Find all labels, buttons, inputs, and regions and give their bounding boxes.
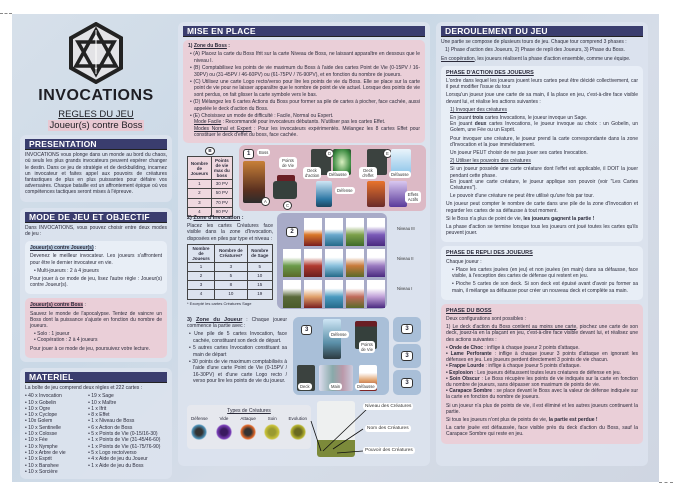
- deroulement-phases: 1) Phase d'action des Joueurs, 2) Phase de repli des Joueurs, 3) Phase du Boss.: [445, 47, 625, 54]
- brand-title: INVOCATIONS: [38, 87, 154, 104]
- creature-type-evolution: Evolution: [288, 416, 307, 442]
- table-row: 1 30 PV: [188, 180, 233, 189]
- table-row: 2 5 10: [188, 272, 273, 281]
- zone-invocation-row: [183, 215, 425, 315]
- boss-phase-title: PHASE DU BOSS: [446, 307, 492, 314]
- label-main: Main: [331, 384, 341, 390]
- creature-types-title: Types de Créatures: [227, 408, 271, 415]
- action-p3: Un joueur peut compter le nombre de carte dans une pile de la zone d'Invocation et regarder les cartes de sa défausse à tout moment.: [446, 201, 638, 214]
- materiel-list: [25, 393, 167, 475]
- materiel-col-1: [25, 393, 88, 475]
- creature-card: [304, 218, 322, 246]
- zone2-title: Zone d'Invocation: [193, 215, 241, 222]
- repli-b2: • Pioche 5 cartes de son deck. Si son deck est épuisé avant d'avoir pu former sa main, il mélange sa défausse pour créer un nouveau deck et complète sa main.: [452, 281, 638, 294]
- zone1-item-b: • (B) Comptabilisez les points de vie maximum du Boss à l'aide des cartes Point de Vie (0-15PV / 16-30PV) ou (31-45PV / 46-60PV) ou (61-75PV / 76-90PV), et en fonction du nombre de joueurs.: [190, 65, 420, 78]
- callout-name: Nom des Créatures: [367, 426, 409, 432]
- list-item: • 10 x Sentinelle: [25, 424, 61, 431]
- level-2-label: Niveau II: [397, 256, 414, 262]
- list-item: • 10 x Ogre: [25, 405, 51, 412]
- creature-type-heal: Soin: [264, 416, 280, 442]
- repli-phase-title: PHASE DE REPLI DES JOUEURS: [446, 250, 533, 257]
- icosahedron-logo-icon: [68, 22, 124, 84]
- zone1-item-d: • (D) Mélangez les 6 cartes Actions du Boss pour former sa pile de cartes à piocher, face cachée, aussi appelée le deck d'action du Boss.: [190, 99, 420, 112]
- game-mode-subtitle: Joueur(s) contre Boss: [49, 120, 143, 131]
- coop-label: En coopération: [441, 55, 475, 62]
- deroulement-intro: Une partie se compose de plusieurs tours de jeu. Chaque tour comprend 3 phases :: [441, 39, 627, 46]
- boss-p1: Si un joueur n'a plus de points de vie, il est éliminé et les autres joueurs continuent la partie.: [446, 402, 638, 415]
- heal-orb-icon: [264, 424, 280, 440]
- zone3-item: • Une pile de 5 cartes Invocation, face cachée, constituant son deck de départ.: [189, 331, 287, 344]
- table-row: 1 3 5: [188, 262, 273, 271]
- right-column: [436, 22, 648, 466]
- table-row: 2 50 PV: [188, 189, 233, 198]
- list-item: • 4 x Aide de jeu du Joueur: [88, 456, 148, 463]
- action-s1c: Pour invoquer une créature, le joueur prend la carte correspondante dans la zone d'Invocation et la joue immédiatement.: [450, 135, 638, 148]
- boss-intro: Deux configurations sont possibles :: [446, 315, 527, 322]
- list-item: • 10 x Fée: [25, 437, 48, 444]
- invocation-board: [277, 213, 387, 309]
- list-item: • 10 x Colosse: [25, 431, 58, 438]
- table-header: Nombre de Joueurs: [188, 244, 215, 262]
- badge-1: 1: [243, 149, 254, 159]
- level-1-label: Niveau I: [397, 286, 413, 292]
- label-defausse-1: Défausse: [329, 172, 347, 178]
- creature-type-list: [191, 416, 307, 442]
- badge-2: 2: [286, 227, 297, 237]
- boss-setup-row: [183, 147, 425, 214]
- win-condition: les joueurs gagnent la partie !: [523, 215, 595, 222]
- label-c: C: [283, 201, 292, 210]
- creature-card: [283, 280, 301, 308]
- pve-title: Joueur(s) contre Boss: [30, 302, 84, 309]
- boss-hp-table: [187, 156, 233, 217]
- callout-level: Niveau des Créatures: [365, 404, 412, 410]
- list-item: • 10 x Banshee: [25, 462, 59, 469]
- creature-card: [367, 218, 385, 246]
- list-item: • 10 x Sorcière: [25, 468, 58, 475]
- label-player-defausse: Défausse: [357, 384, 375, 390]
- action-carapace-sombre: • Carapace Sombre: [446, 388, 492, 395]
- brand-block: [20, 22, 172, 131]
- void-orb-icon: [216, 424, 232, 440]
- table-header: Nombre de Joueurs: [188, 157, 212, 180]
- zone3-text-block: [187, 317, 287, 386]
- label-deck-action: Deck d'action: [305, 168, 320, 179]
- repli-intro: Chaque joueur :: [446, 258, 482, 265]
- creature-card: [346, 218, 364, 246]
- list-item: • 1 x Niveau de Boss: [88, 418, 135, 425]
- zone2-text-block: 2) Zone d'Invocation : Placez les cartes Créatures face visible dans la zone d'Invocation, disposées en piles par type et niveau : Nombre de Joueurs Nombre de Créatures* Nombre de Sage 1 3 5 2 5 10 3 8 15 4 10 19 * Excepté les cartes Créatures Sage: [187, 215, 273, 306]
- expert-mode-label: Modes Normal et Expert: [194, 125, 252, 132]
- pvp-note: Pour jouer à ce mode de jeu, lisez l'autre règle : Joueur(s) contre Joueur(s).: [30, 276, 162, 289]
- zone2-number: 2): [187, 215, 192, 222]
- creature-card: [283, 249, 301, 277]
- zone3-item: • 30 points de vie maximum comptabilisés à l'aide d'une carte Point de Vie (0-15PV / 16-30PV) et d'une carte Logo recto / verso pour lire les points de vie du joueur.: [189, 359, 287, 384]
- table-row: 4 10 19: [188, 290, 273, 299]
- label-player-defense: Défense: [331, 332, 347, 338]
- pve-box: Joueur(s) contre Boss : Sauvez le monde de l'apocalypse. Tentez de vaincre un Boss dont la puissance s'ajuste en fonction du nombre de joueurs. • Solo : 1 joueur • Coopération : 2 à 4 joueurs Pour jouer à ce mode de jeu, poursuivez votre lecture.: [25, 298, 167, 357]
- zone3-title: Zone du Joueur: [195, 317, 243, 324]
- creature-card: [346, 249, 364, 277]
- label-boss: Boss: [259, 150, 269, 156]
- list-item: • 10 x Gobelin: [25, 399, 57, 406]
- presentation-text: INVOCATIONS vous plonge dans un monde au bord du chaos, où seuls les plus grands invocateurs peuvent espérer changer le destin. Dans ce jeu de stratégie et de deckbuilding, incarnez un invocateur et faites appel aux pouvoirs de créatures fantastiques de plus en plus puissantes pour défaire vos adversaires. Chaque bataille est un affrontement épique où vos compétences tactiques seront mises à l'épreuve.: [25, 152, 167, 196]
- boss-phase-box: PHASE DU BOSS Deux configurations sont possibles : 1) Le deck d'action du Boss contient au moins une carte, piochez une carte de son deck, jouez-la en la plaçant en jeu, c'est-à-dire face visible devant lui, et réalisez une des actions suivantes : • Onde de Choc : inflige à chaque joueur 2 points d'attaque. • Lame Perforante : inflige à chaque joueur 3 points d'attaque en ignorant les défenses en jeu. Les joueurs perdent directement 3 points de vie chacun. • Frappe Lourde : inflige à chaque joueur 5 points d'attaque. • Explosion : Les joueurs défaussent toutes leurs créatures de défense en jeu. • Soin Obscur : Le Boss récupère les points de vie indiqués sur la carte en fonction du nombre de joueurs, sans dépasser son maximum de points de vie. • Carapace Sombre : se place devant le Boss avec la valeur de défense indiquée sur la carte en fonction du nombre de joueurs. Si un joueur n'a plus de points de vie, il est éliminé et les autres joueurs continuent la partie. Si tous les joueurs n'ont plus de points de vie, la partie est perdue ! La carte jouée est défaussée, face visible près du deck d'action du Boss, sauf la Carapace Sombre qui reste en jeu.: [441, 304, 643, 444]
- zone1-item-e: • (E) Choisissez un mode de difficulté : Facile, Normal ou Expert.: [190, 113, 334, 120]
- list-item: • 8 x Effet: [88, 412, 110, 419]
- creature-types-row: [183, 401, 425, 461]
- level-3-label: Niveau III: [397, 226, 415, 232]
- other-player-slot: 3: [393, 344, 421, 369]
- creature-card: [304, 280, 322, 308]
- active-effect-1: [367, 181, 385, 207]
- rules-page: [12, 14, 659, 482]
- action-soin-obscur: • Soin Obscur: [446, 375, 480, 382]
- other-player-slot: 3: [393, 370, 421, 395]
- pve-note: Pour jouer à ce mode de jeu, poursuivez votre lecture.: [30, 345, 151, 352]
- action-phase-title: PHASE D'ACTION DES JOUEURS: [446, 69, 534, 76]
- pvp-box: Joueur(s) contre Joueur(s) : Devenez le meilleur invocateur. Les joueurs s'affrontent pour être le dernier invocateur en vie. • Multi-joueurs : 2 à 4 joueurs Pour jouer à ce mode de jeu, lisez l'autre règle : Joueur(s) contre Joueur(s).: [25, 241, 167, 294]
- table-header: Points de vie max du boss: [211, 157, 232, 180]
- left-column: [20, 14, 172, 479]
- list-item: • 10 x Nymphe: [25, 443, 58, 450]
- defense-card: [316, 181, 332, 207]
- label-deck: Deck: [300, 384, 310, 390]
- list-item: • 1 x Points de Vie (61-75/76-90): [88, 443, 161, 450]
- action-step-1: 1) Invoquer des créatures: [450, 106, 507, 113]
- mode-header: MODE DE JEU ET OBJECTIF: [25, 212, 167, 223]
- label-effets-actifs: Effets Actifs: [405, 191, 421, 203]
- attack-orb-icon: [240, 424, 256, 440]
- label-player-pv: Points de Vie: [359, 341, 375, 353]
- zone1-item-a: • (A) Placez la carte du Boss Ifrit sur la carte Niveau de Boss, ne laissant apparaître en dessous que le niveau I.: [190, 51, 420, 64]
- materiel-panel: [20, 368, 172, 479]
- creature-types-box: [187, 405, 311, 449]
- crop-mark-tl: [0, 13, 12, 14]
- zone1-number: 1): [188, 43, 193, 50]
- pve-text: Sauvez le monde de l'apocalypse. Tentez de vaincre un Boss dont la puissance s'ajuste en fonction du nombre de joueurs.: [30, 310, 162, 330]
- materiel-header: MATERIEL: [25, 372, 167, 383]
- action-step-2: 2) Utiliser les pouvoirs des créatures: [450, 158, 531, 165]
- table-header: Nombre de Sage: [247, 244, 272, 262]
- action-lame-perforante: • Lame Perforante: [446, 350, 492, 357]
- zone-player-row: [183, 317, 425, 397]
- player-defense-card: [323, 319, 341, 359]
- list-item: • 10 x Arbre de vie: [25, 449, 66, 456]
- zone3-number: 3): [187, 317, 192, 324]
- other-players-column: [393, 317, 421, 395]
- list-item: • 10 x Cyclope: [25, 412, 58, 419]
- table-header: Nombre de Créatures*: [215, 244, 247, 262]
- creature-card: [304, 249, 322, 277]
- presentation-header: PRESENTATION: [25, 139, 167, 150]
- creature-card: [325, 280, 343, 308]
- deroulement-header: DEROULEMENT DU JEU: [441, 26, 643, 37]
- repli-b1: • Place les cartes jouées (en jeu) et non jouées (en main) dans sa défausse, face visible, à l'exception des cartes de défense qui restent en jeu.: [452, 266, 638, 280]
- table-row: 4 90 PV: [188, 207, 233, 216]
- zone1-item-c: • (C) Utilisez une carte Logo recto/verso pour lire les points de vie du Boss. Elle se place sur la carte point de vie pour ne laisser apparaître que le nombre de point de vie actuel. Lorsque des points de vie sont perdus, on fait glisser la carte symbole vers le bas.: [190, 79, 420, 98]
- list-item: • 5 x Points de Vie (0-15/16-30): [88, 431, 158, 438]
- coop-text: , les joueurs réalisent la phase d'action ensemble, comme une équipe.: [474, 55, 631, 62]
- action-s2c: Le pouvoir d'une créature ne peut être utilisé qu'une fois par tour.: [450, 193, 594, 200]
- label-e: E: [383, 149, 392, 158]
- three-cards-emphasis: trois: [472, 115, 484, 122]
- list-item: • 5 x Logo recto/verso: [88, 449, 137, 456]
- materiel-intro: La boîte de jeu comprend deux règles et 222 cartes :: [25, 385, 143, 392]
- creature-type-void: Vide: [216, 416, 232, 442]
- label-defausse-2: Défausse: [391, 172, 409, 178]
- two-cards-emphasis: deux: [474, 121, 487, 128]
- action-explosion: • Explosion: [446, 369, 474, 376]
- action-onde-de-choc: • Onde de Choc: [446, 344, 484, 351]
- player-board: [293, 317, 389, 395]
- label-pv: Points de Vie: [279, 157, 297, 169]
- logo-card: [273, 181, 297, 199]
- creature-card: [346, 280, 364, 308]
- presentation-panel: [20, 135, 172, 202]
- zone3-intro: : Chaque joueur commence la partie avec :: [187, 317, 288, 330]
- list-item: • 1 x Ifrit: [88, 405, 107, 412]
- easy-mode-label: Mode Facile: [194, 119, 222, 126]
- boss-hp-table-block: [187, 147, 233, 217]
- action-p2: Lorsqu'un joueur joue une carte de sa main, il la place en jeu, c'est-à-dire face visible devant lui, et réalise les actions suivantes :: [446, 92, 638, 105]
- crop-mark-br: [659, 482, 673, 483]
- middle-column: [178, 22, 430, 466]
- creature-card: [325, 218, 343, 246]
- list-item: • 40 x Invocation: [25, 393, 62, 400]
- deroulement-panel: [436, 22, 648, 466]
- table-row: 3 8 15: [188, 281, 273, 290]
- materiel-col-2: [88, 393, 167, 475]
- setup-header: MISE EN PLACE: [183, 26, 425, 37]
- action-frappe-lourde: • Frappe Lourde: [446, 363, 485, 370]
- boss-card: [243, 161, 265, 203]
- action-s2a: Si un joueur possède une carte créature dont l'effet est applicable, il DOIT la jouer pendant cette phase.: [450, 166, 638, 179]
- setup-panel: [178, 22, 430, 466]
- rules-subtitle: REGLES DU JEU: [58, 109, 134, 120]
- boss-config-1: Le deck d'action du Boss contient au moins une carte: [452, 324, 577, 331]
- action-phase-box: PHASE D'ACTION DES JOUEURS L'ordre dans lequel les joueurs jouent leurs cartes peut être décidé collectivement, car il peut modifier l'issue du tour Lorsqu'un joueur joue une carte de sa main, il la place en jeu, c'est-à-dire face visible devant lui, et réalise les actions suivantes : 1) Invoquer des créatures En jouant trois cartes Invocations, le joueur invoque un Sage. En jouant deux cartes Invocations, le joueur invoque au choix : un Gobelin, un Golem, une Fée ou un Esprit. Pour invoquer une créature, le joueur prend la carte correspondante dans la zone d'Invocation et la joue immédiatement. Un joueur PEUT choisir de ne pas jouer ses cartes Invocation. 2) Utiliser les pouvoirs des créatures Si un joueur possède une carte créature dont l'effet est applicable, il DOIT la jouer pendant cette phase. En jouant une carte créature, le joueur applique son pouvoir (voir "Les Cartes Créatures"). Le pouvoir d'une créature ne peut être utilisé qu'une fois par tour. Un joueur peut compter le nombre de carte dans une pile de la zone d'Invocation et regarder les cartes de sa défausse à tout moment. Si le Boss n'a plus de point de vie, les joueurs gagnent la partie ! La phase d'action se termine lorsque tous les joueurs ont joué toutes les cartes qu'ils peuvent jouer.: [441, 66, 643, 243]
- pve-bullet-coop: • Coopération : 2 à 4 joueurs: [34, 337, 98, 344]
- action-s1d: Un joueur PEUT choisir de ne pas jouer ses cartes Invocation.: [450, 150, 588, 157]
- creature-type-attack: Attaque: [240, 416, 256, 442]
- badge-3: 3: [301, 325, 312, 335]
- creature-card: [367, 280, 385, 308]
- label-defense: Défense: [337, 188, 353, 194]
- label-d: D: [325, 149, 334, 158]
- easy-mode-text: : Recommandé pour invocateurs débutants. N'utiliser pas les cartes Effet.: [221, 119, 386, 126]
- action-p1: L'ordre dans lequel les joueurs jouent leurs cartes peut être décidé collectivement, car il peut modifier l'issue du tour: [446, 78, 638, 91]
- creature-count-table: [187, 244, 273, 300]
- list-item: • 6 x Action de Boss: [88, 424, 133, 431]
- list-item: • 10 x Maître: [88, 399, 117, 406]
- table-row: 3 70 PV: [188, 198, 233, 207]
- callout-power: Pouvoir des Créatures: [365, 448, 413, 454]
- creature-card: [367, 249, 385, 277]
- list-item: • 10 x Esprit: [25, 456, 52, 463]
- label-deck-effet: Deck d'effet: [359, 167, 377, 179]
- pvp-text: Devenez le meilleur invocateur. Les joueurs s'affrontent pour être le dernier invocateur en vie.: [30, 253, 162, 266]
- mode-panel: [20, 208, 172, 362]
- repli-phase-box: [441, 246, 643, 299]
- zone-boss-box: 1) Zone du Boss : • (A) Placez la carte du Boss Ifrit sur la carte Niveau de Boss, ne laissant apparaître en dessous que le niveau I. • (B) Comptabilisez les points de vie maximum du Boss à l'aide des cartes Point de Vie (0-15PV / 16-30PV) ou (31-45PV / 46-60PV) ou (61-75PV / 76-90PV), et en fonction du nombre de joueurs. • (C) Utilisez une carte Logo recto/verso pour lire les points de vie du Boss. Elle se place sur la carte point de vie pour ne laisser apparaître que le nombre de point de vie actuel. Lorsque des points de vie sont perdus, on fait glisser la carte symbole vers le bas. • (D) Mélangez les 6 cartes Actions du Boss pour former sa pile de cartes à piocher, face cachée, aussi appelée le deck d'action du Boss. • (E) Choisissez un mode de difficulté : Facile, Normal ou Expert. Mode Facile : Recommandé pour invocateurs débutants. N'utiliser pas les cartes Effet. Modes Normal et Expert : Pour les invocateurs expérimentés. Mélangez les 8 cartes Effet pour constituer le deck d'effet du boss, face cachée.: [183, 40, 425, 143]
- zone2-footnote: * Excepté les cartes Créatures Sage: [187, 300, 252, 306]
- action-s2b: En jouant une carte créature, le joueur applique son pouvoir (voir "Les Cartes Créatures").: [450, 178, 638, 192]
- pvp-title: Joueur(s) contre Joueur(s): [30, 245, 94, 252]
- list-item: • 19 x Sage: [88, 393, 114, 400]
- lose-condition: la partie est perdue !: [548, 416, 598, 423]
- defense-orb-icon: [191, 424, 207, 440]
- other-player-slot: 3: [393, 317, 421, 342]
- boss-board: [239, 145, 426, 211]
- pvp-bullet: • Multi-joueurs : 2 à 4 joueurs: [34, 267, 99, 274]
- label-a: A: [261, 197, 270, 206]
- creature-type-defense: Défense: [191, 416, 208, 442]
- zone1-title: Zone du Boss: [193, 43, 227, 50]
- action-p5: La phase d'action se termine lorsque tous les joueurs ont joué toutes les cartes qu'ils peuvent jouer.: [446, 224, 638, 237]
- expert-mode-text: : Pour les invocateurs expérimentés. Mélangez les 8 cartes Effet pour constituer le deck d'effet du boss, face cachée.: [194, 125, 420, 138]
- zone2-text: Placez les cartes Créatures face visible dans la zone d'Invocation, disposées en piles par type et niveau :: [187, 223, 273, 242]
- list-item: • 1 x Points de Vie (31-45/46-60): [88, 437, 161, 444]
- evolution-orb-icon: [290, 424, 306, 440]
- list-item: • 1 x Aide de jeu du Boss: [88, 462, 144, 469]
- pve-bullet-solo: • Solo : 1 joueur: [34, 331, 70, 338]
- zone3-item: • 5 autres cartes Invocation constituant sa main de départ: [189, 345, 287, 358]
- mode-intro: Dans INVOCATIONS, vous pouvez choisir entre deux modes de jeu :: [25, 224, 167, 238]
- creature-card: [325, 249, 343, 277]
- badge-b: B: [205, 147, 214, 155]
- boss-p3: La carte jouée est défaussée, face visible près du deck d'action du Boss, sauf la Carapace Sombre qui reste en jeu.: [446, 425, 638, 438]
- list-item: • 10x Golem: [25, 418, 53, 425]
